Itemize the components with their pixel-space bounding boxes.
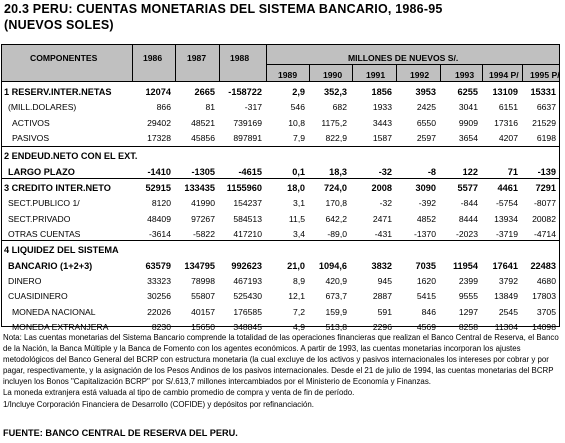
- table-cell: 122: [462, 167, 478, 177]
- table-cell: 6255: [457, 87, 478, 97]
- col-divider: [132, 44, 133, 82]
- table-subtitle: (NUEVOS SOLES): [4, 18, 114, 32]
- header-1994: 1994 P/: [489, 70, 519, 80]
- table-cell: 15331: [530, 87, 556, 97]
- table-cell: 22026: [147, 307, 171, 317]
- table-cell: -5822: [193, 229, 215, 239]
- table-cell: 11304: [494, 322, 518, 332]
- table-cell: 525430: [233, 291, 262, 301]
- table-cell: 7,9: [293, 133, 305, 143]
- table-cell: 2008: [371, 183, 392, 193]
- col-divider: [440, 64, 441, 82]
- row-label: PASIVOS: [12, 133, 50, 143]
- table-cell: 10,8: [288, 118, 305, 128]
- table-cell: 9555: [458, 291, 478, 301]
- table-cell: 1620: [416, 276, 436, 286]
- table-cell: 1094,6: [318, 261, 347, 271]
- table-cell: 3041: [458, 102, 478, 112]
- table-cell: 81: [205, 102, 215, 112]
- table-cell: 7035: [415, 261, 436, 271]
- table-cell: 348845: [233, 322, 262, 332]
- note-currency: La moneda extranjera está valuada al tipo de cambio promedio de compra y venta de fin de período.: [3, 388, 355, 398]
- table-cell: 41990: [191, 198, 215, 208]
- table-cell: 154237: [233, 198, 262, 208]
- table-cell: 2597: [416, 133, 436, 143]
- table-cell: 2399: [458, 276, 478, 286]
- table-cell: -8077: [534, 198, 556, 208]
- col-divider: [175, 44, 176, 82]
- table-cell: 71: [507, 167, 518, 177]
- table-cell: -1410: [147, 167, 171, 177]
- table-cell: -392: [418, 198, 436, 208]
- table-cell: 63579: [145, 261, 171, 271]
- header-componentes: COMPONENTES: [30, 53, 98, 63]
- table-cell: -2023: [456, 229, 478, 239]
- table-cell: 467193: [233, 276, 262, 286]
- table-cell: 2,9: [292, 87, 305, 97]
- table-cell: 9909: [458, 118, 478, 128]
- col-divider: [396, 64, 397, 82]
- row-label: DINERO: [8, 276, 42, 286]
- table-cell: 5415: [416, 291, 436, 301]
- row-label: ACTIVOS: [12, 118, 50, 128]
- table-cell: 352,3: [324, 87, 347, 97]
- table-cell: 97267: [191, 214, 215, 224]
- table-cell: 21,0: [287, 261, 305, 271]
- table-cell: 4852: [416, 214, 436, 224]
- table-cell: 822,9: [325, 133, 347, 143]
- table-title: 20.3 PERU: CUENTAS MONETARIAS DEL SISTEMA BANCARIO, 1986-95: [4, 2, 443, 16]
- row-label: CUASIDINERO: [8, 291, 68, 301]
- header-1989: 1989: [278, 70, 298, 80]
- table-cell: 159,9: [325, 307, 347, 317]
- table-cell: 52915: [145, 183, 171, 193]
- table-cell: -317: [244, 102, 262, 112]
- table-cell: 6198: [536, 133, 556, 143]
- notes: [3, 332, 559, 410]
- table-cell: -844: [460, 198, 478, 208]
- table-cell: -4714: [534, 229, 556, 239]
- table-cell: 30256: [147, 291, 171, 301]
- table-cell: 78998: [191, 276, 215, 286]
- table-cell: 13934: [494, 214, 518, 224]
- table-cell: 866: [156, 102, 171, 112]
- table-cell: 846: [421, 307, 436, 317]
- table-cell: 3443: [372, 118, 392, 128]
- table-cell: 1587: [372, 133, 392, 143]
- row-label: 1 RESERV.INTER.NETAS: [4, 87, 112, 97]
- table-cell: 2296: [372, 322, 392, 332]
- table-cell: 15650: [191, 322, 215, 332]
- table-cell: -5754: [496, 198, 518, 208]
- table-cell: 12074: [145, 87, 171, 97]
- header-millones: MILLONES DE NUEVOS S/.: [348, 53, 459, 63]
- table-cell: 14098: [532, 322, 556, 332]
- table-cell: 7291: [535, 183, 556, 193]
- table-cell: -4615: [238, 167, 262, 177]
- table-cell: 992623: [231, 261, 262, 271]
- note-footnote: 1/Incluye Corporación Financiera de Desarrollo (COFIDE) y depósitos por refinanciación.: [3, 399, 314, 409]
- row-label: MONEDA NACIONAL: [12, 307, 96, 317]
- table-cell: 8444: [458, 214, 478, 224]
- table-cell: -3614: [149, 229, 171, 239]
- table-cell: 13109: [492, 87, 518, 97]
- table-cell: -158722: [228, 87, 262, 97]
- header-1993: 1993: [455, 70, 475, 80]
- header-1987: 1987: [187, 53, 207, 63]
- table-cell: 6550: [416, 118, 436, 128]
- table-cell: 2425: [416, 102, 436, 112]
- table-cell: 2887: [372, 291, 392, 301]
- table-cell: 4,9: [293, 322, 305, 332]
- table-cell: 4680: [536, 276, 556, 286]
- table-cell: 2665: [194, 87, 215, 97]
- table-cell: 45856: [191, 133, 215, 143]
- table-cell: 0,1: [292, 167, 305, 177]
- table-cell: 4569: [416, 322, 436, 332]
- table-cell: 13849: [494, 291, 518, 301]
- table-cell: 724,0: [324, 183, 347, 193]
- header-1986: 1986: [143, 53, 163, 63]
- table-cell: 8230: [151, 322, 171, 332]
- table-cell: -32: [379, 198, 392, 208]
- table-cell: -32: [378, 167, 392, 177]
- table-cell: 3953: [415, 87, 436, 97]
- table-cell: 17328: [147, 133, 171, 143]
- table-cell: 11,5: [288, 214, 305, 224]
- row-label: LARGO PLAZO: [8, 167, 75, 177]
- col-divider: [309, 64, 310, 82]
- row-label: (MILL.DOLARES): [8, 102, 77, 112]
- table-cell: 1297: [458, 307, 478, 317]
- header-1991: 1991: [366, 70, 386, 80]
- table-cell: 3654: [458, 133, 478, 143]
- table-cell: 673,7: [325, 291, 347, 301]
- row-label: OTRAS CUENTAS: [8, 229, 81, 239]
- table-cell: 420,9: [325, 276, 347, 286]
- table-cell: -431: [374, 229, 392, 239]
- table-cell: 29402: [147, 118, 171, 128]
- col-divider: [482, 64, 483, 82]
- table-cell: -1305: [191, 167, 215, 177]
- table-cell: 3792: [498, 276, 518, 286]
- row-label: BANCARIO (1+2+3): [8, 261, 93, 271]
- table-cell: 176585: [233, 307, 262, 317]
- row-label: MONEDA EXTRANJERA: [12, 322, 109, 332]
- col-divider: [266, 44, 267, 82]
- table-cell: -89,0: [327, 229, 347, 239]
- table-cell: 133435: [184, 183, 215, 193]
- row-label: SECT.PRIVADO: [8, 214, 71, 224]
- table-cell: -1370: [414, 229, 436, 239]
- col-divider: [352, 64, 353, 82]
- table-cell: 17316: [494, 118, 518, 128]
- table-cell: 18,0: [287, 183, 305, 193]
- source-line: FUENTE: BANCO CENTRAL DE RESERVA DEL PERU.: [3, 428, 238, 438]
- table-cell: 642,2: [325, 214, 347, 224]
- table-cell: 134795: [184, 261, 215, 271]
- table-cell: 2545: [498, 307, 518, 317]
- row-separator: [1, 240, 560, 241]
- table-cell: 33323: [147, 276, 171, 286]
- row-separator: [1, 178, 560, 179]
- header-split-line: [266, 64, 560, 65]
- table-cell: 6637: [536, 102, 556, 112]
- table-cell: 48409: [147, 214, 171, 224]
- table-cell: 21529: [532, 118, 556, 128]
- row-label: 4 LIQUIDEZ DEL SISTEMA: [4, 245, 119, 255]
- table-cell: 8,9: [293, 276, 305, 286]
- row-label: SECT.PUBLICO 1/: [8, 198, 80, 208]
- table-cell: 945: [377, 276, 392, 286]
- table-cell: 1856: [371, 87, 392, 97]
- table-cell: 8258: [458, 322, 478, 332]
- table-cell: 682: [332, 102, 347, 112]
- table-cell: 7,2: [293, 307, 305, 317]
- header-1990: 1990: [323, 70, 343, 80]
- table-cell: 3705: [536, 307, 556, 317]
- table-cell: 897891: [233, 133, 262, 143]
- table-cell: 3,4: [293, 229, 305, 239]
- row-label: 2 ENDEUD.NETO CON EL EXT.: [4, 151, 138, 161]
- table-cell: 48521: [191, 118, 215, 128]
- table-cell: 170,8: [325, 198, 347, 208]
- table-cell: -139: [537, 167, 556, 177]
- note-paragraph: Nota: Las cuentas monetarias del Sistema Bancario comprende la totalidad de las operaciones financieras que realizan el Banco Central de Reserva, el Banco de la Nación, la Banca Múltiple y la Banca de Fomento con los agentes económicos. A partir de 1993, las cuentas monetarias incorporan los ajustes metodológicos del Banco General del BCRP con estructura monetaria (la cual excluye de los activos y pasivos internacionales los intereses por cobrar y por pagar, respectivamente, y la asignación de los Pesos Andinos de los pasivos internacionales. Desde el 21 de julio de 1994, las cuentas monetarias del BCRP incluyen los Bonos "Capitalización BCRP" por S/.613,7 millones intercambiados por el Ministerio de Economía y Finanzas.: [3, 333, 559, 387]
- table-cell: 2471: [372, 214, 392, 224]
- header-1995: 1995 P/: [530, 70, 560, 80]
- table-cell: 546: [290, 102, 305, 112]
- table-cell: 3832: [371, 261, 392, 271]
- table-cell: 1175,2: [321, 118, 347, 128]
- table-cell: 17803: [532, 291, 556, 301]
- table-cell: 1155960: [226, 183, 262, 193]
- row-label: 3 CREDITO INTER.NETO: [4, 183, 111, 193]
- table-cell: 1933: [372, 102, 392, 112]
- header-1992: 1992: [410, 70, 430, 80]
- table-cell: 417210: [233, 229, 262, 239]
- table-cell: 18,3: [329, 167, 347, 177]
- table-cell: 20082: [532, 214, 556, 224]
- header-1988: 1988: [230, 53, 250, 63]
- table-cell: 6151: [498, 102, 518, 112]
- table-cell: 3,1: [293, 198, 305, 208]
- table-cell: 4207: [498, 133, 518, 143]
- col-divider: [522, 64, 523, 82]
- table-cell: 584513: [233, 214, 262, 224]
- col-divider: [219, 44, 220, 82]
- table-cell: 12,1: [288, 291, 305, 301]
- table-cell: 11954: [452, 261, 478, 271]
- table-cell: 40157: [191, 307, 215, 317]
- table-cell: 5577: [457, 183, 478, 193]
- table-cell: 17641: [492, 261, 518, 271]
- table-cell: 4461: [497, 183, 518, 193]
- table-cell: -3719: [496, 229, 518, 239]
- table-cell: 3090: [415, 183, 436, 193]
- table-cell: 591: [377, 307, 392, 317]
- table-cell: 55807: [191, 291, 215, 301]
- row-separator: [1, 146, 560, 147]
- table-cell: -8: [427, 167, 436, 177]
- table-cell: 22483: [530, 261, 556, 271]
- table-cell: 8120: [151, 198, 171, 208]
- table-cell: 513,8: [325, 322, 347, 332]
- table-cell: 739169: [233, 118, 262, 128]
